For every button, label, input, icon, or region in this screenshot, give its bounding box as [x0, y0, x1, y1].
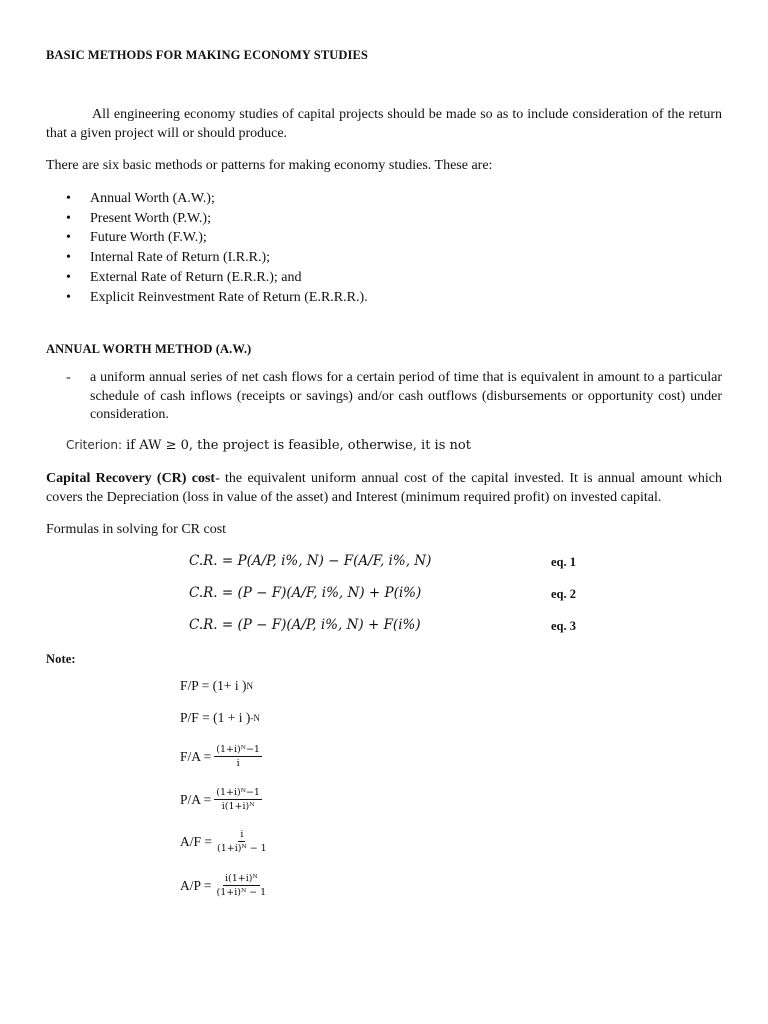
- formula-pa: P/A = $\frac{\text{(1+i)ᴺ−1}}{\text{i(1+i)ᴺ}}$: [180, 787, 260, 812]
- list-item: • Present Worth (P.W.);: [66, 209, 368, 229]
- bullet-icon: •: [66, 210, 71, 226]
- criterion: [66, 438, 471, 453]
- list-item: • External Rate of Return (E.R.R.); and: [66, 268, 368, 288]
- aw-heading: ANNUAL WORTH METHOD (A.W.): [46, 342, 252, 356]
- bullet-icon: •: [66, 269, 71, 285]
- criterion-label: Criterion:: [66, 438, 122, 452]
- aw-definition: a uniform annual series of net cash flows for a certain period of time that is equivalent in amount to a particular schedule of cash inflows (receipts or savings) and/or cash outflows (disbursements or opportunity cost) under consideration.: [90, 370, 722, 422]
- formula-fa: F/A = $\frac{\text{(1+i)ᴺ−1}}{i}$: [180, 744, 260, 769]
- aw-definition-item: [66, 369, 722, 425]
- criterion-text: if AW ≥ 0, the project is feasible, otherwise, it is not: [126, 438, 471, 453]
- bullet-icon: •: [66, 250, 71, 266]
- formulas-heading: Formulas in solving for CR cost: [46, 522, 227, 537]
- note-label: Note:: [46, 652, 76, 666]
- formula-ap: A/P = $\frac{\text{i(1+i)ᴺ}}{\text{(1+i)ᴺ − 1}}$: [180, 873, 267, 898]
- formula-pf: P/F = (1 + i ) -N: [180, 710, 260, 725]
- fraction: $\frac{\text{i(1+i)ᴺ}}{\text{(1+i)ᴺ − 1}}$: [216, 873, 267, 898]
- equation-2-label: eq. 2: [551, 587, 576, 601]
- list-item: • Annual Worth (A.W.);: [66, 189, 368, 209]
- list-item: • Explicit Reinvestment Rate of Return (E.R.R.R.).: [66, 288, 368, 308]
- equation-1: C.R. = P(A/P, i%, N) − F(A/F, i%, N): [189, 553, 432, 569]
- dash-icon: -: [66, 370, 71, 385]
- document-title: BASIC METHODS FOR MAKING ECONOMY STUDIES: [46, 48, 368, 62]
- fraction: $\frac{\text{(1+i)ᴺ−1}}{i}$: [216, 744, 260, 769]
- cr-term: Capital Recovery (CR) cost: [46, 471, 216, 486]
- cr-paragraph: [46, 470, 722, 507]
- list-item: • Internal Rate of Return (I.R.R.);: [66, 248, 368, 268]
- equation-3: C.R. = (P − F)(A/P, i%, N) + F(i%): [189, 617, 421, 633]
- equation-1-label: eq. 1: [551, 555, 576, 569]
- bullet-icon: •: [66, 191, 71, 206]
- fraction: $\frac{i}{\text{(1+i)ᴺ − 1}}$: [217, 829, 267, 854]
- intro-paragraph: All engineering economy studies of capital projects should be made so as to include consideration of the return that a given project will or should produce.: [46, 107, 722, 141]
- bullet-icon: •: [66, 230, 71, 246]
- methods-intro: There are six basic methods or patterns for making economy studies. These are:: [46, 158, 493, 173]
- formula-af: A/F = $\frac{i}{\text{(1+i)ᴺ − 1}}$: [180, 829, 267, 854]
- fraction: $\frac{\text{(1+i)ᴺ−1}}{\text{i(1+i)ᴺ}}$: [216, 787, 260, 812]
- bullet-icon: •: [66, 289, 71, 305]
- equation-3-label: eq. 3: [551, 619, 576, 633]
- list-item: • Future Worth (F.W.);: [66, 228, 368, 248]
- equation-2: C.R. = (P − F)(A/F, i%, N) + P(i%): [189, 585, 422, 601]
- cr-text: - the equivalent uniform annual cost of the capital invested. It is annual amount which covers the Depreciation (loss in value of the asset) and Interest (minimum required profit) on invested capital.: [46, 471, 722, 505]
- formula-fp: F/P = (1+ i ) N: [180, 678, 253, 693]
- methods-list: [66, 189, 368, 307]
